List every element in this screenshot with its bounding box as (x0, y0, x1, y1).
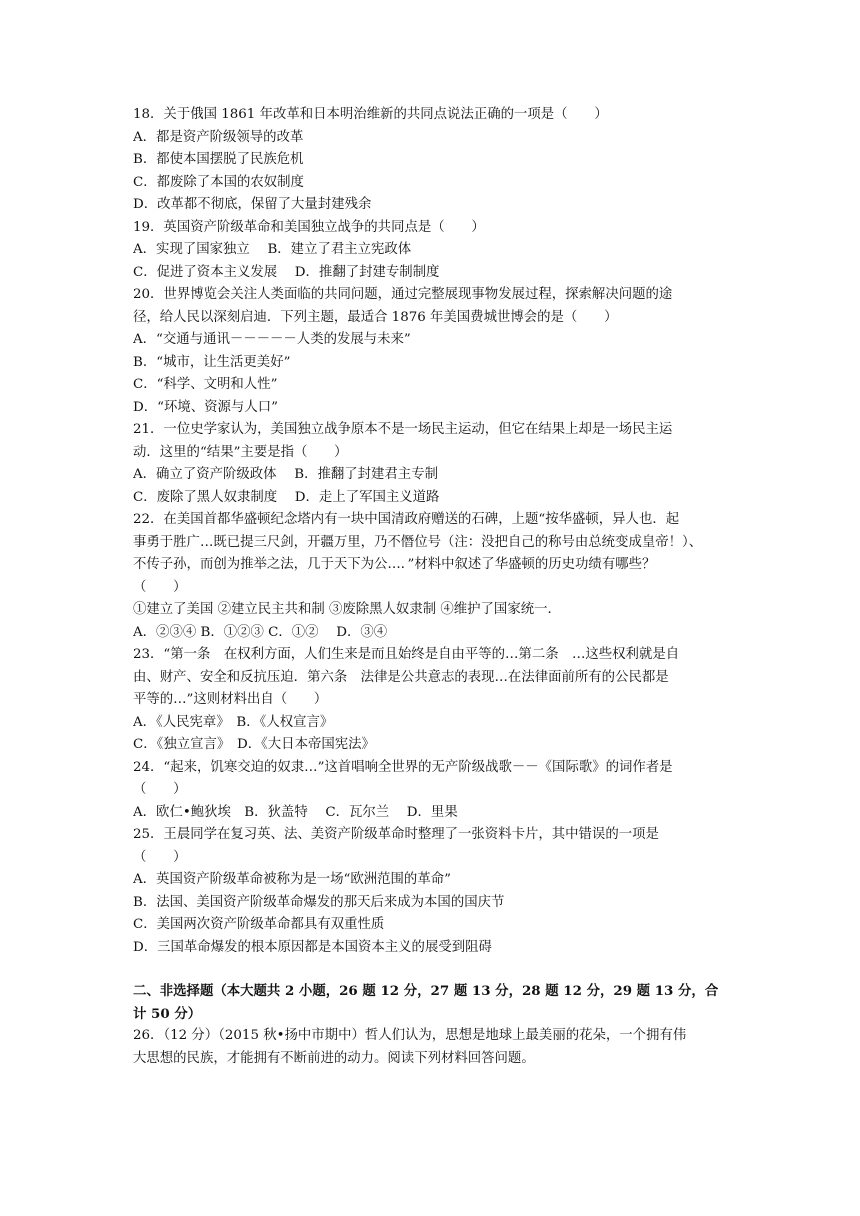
option-b: B．都使本国摆脱了民族危机 (133, 152, 304, 167)
question-stem-cont: 平等的…”这则材料出自（ ） (133, 692, 328, 707)
options-c-d: C．《独立宣言》 D．《大日本帝国宪法》 (133, 737, 375, 752)
option-a: A．英国资产阶级革命被称为是一场“欧洲范围的革命” (133, 872, 451, 887)
options-a-b: A．《人民宪章》 B．《人权宣言》 (133, 714, 334, 730)
option-a: A．“交通与通讯－－－－－人类的发展与未来” (133, 332, 411, 347)
answer-blank: （ ） (133, 579, 187, 595)
question-stem-cont: 事勇于胜广…既已提三尺剑，开疆万里，乃不僭位号（注：没把自己的称号由总统变成皇帝！）、 (133, 534, 703, 550)
question-stem: 19．英国资产阶级革命和美国独立战争的共同点是（ ） (133, 219, 485, 235)
question-stem: 20．世界博览会关注人类面临的共同问题，通过完整展现事物发展过程，探索解决问题的途 (133, 287, 673, 302)
answer-blank: （ ） (133, 782, 187, 797)
question-23 (133, 644, 733, 757)
option-b: B．法国、美国资产阶级革命爆发的那天后来成为本国的国庆节 (133, 894, 505, 910)
question-24 (133, 757, 733, 825)
option-d: D．改革都不彻底，保留了大量封建残余 (133, 197, 372, 212)
options-a-b: A．实现了国家独立 B．建立了君主立宪政体 (133, 242, 412, 257)
question-stem-cont: 径，给人民以深刻启迪．下列主题，最适合 1876 年美国费城世博会的是（ ） (133, 309, 618, 325)
section-spacer (133, 959, 733, 980)
question-stem: 21．一位史学家认为，美国独立战争原本不是一场民主运动，但它在结果上却是一场民主运 (133, 422, 673, 437)
question-stem: 24．“起来，饥寒交迫的奴隶…”这首唱响全世界的无产阶级战歌－－《国际歌》的词作者是 (133, 759, 673, 775)
question-21 (133, 419, 733, 509)
statement-list: ①建立了美国 ②建立民主共和制 ③废除黑人奴隶制 ④维护了国家统一． (133, 602, 561, 617)
option-d: D．三国革命爆发的根本原因都是本国资本主义的展受到阻碍 (133, 939, 492, 955)
option-c: C．“科学、文明和人性” (133, 377, 278, 392)
section-title: 二、非选择题（本大题共 2 小题，26 题 12 分，27 题 13 分，28 题 12 分，29 题 13 分，合 (133, 983, 719, 999)
options: A．②③④ B．①②③ C．①② D．③④ (133, 624, 388, 640)
question-22 (133, 509, 733, 644)
question-20 (133, 284, 733, 419)
question-stem: 22．在美国首都华盛顿纪念塔内有一块中国清政府赠送的石碑，上题“按华盛顿，异人也．起 (133, 512, 680, 527)
option-c: C．都废除了本国的农奴制度 (133, 174, 304, 190)
question-stem-cont: 大思想的民族，才能拥有不断前进的动力。阅读下列材料回答问题。 (133, 1050, 535, 1066)
option-b: B．“城市，让生活更美好” (133, 354, 291, 370)
question-19 (133, 217, 733, 285)
page-content (133, 104, 733, 1070)
question-26 (133, 1025, 733, 1070)
question-stem-cont: 不传子孙，而创为推举之法，几于天下为公…．”材料中叙述了华盛顿的历史功绩有哪些？ (133, 557, 656, 572)
options-c-d: C．废除了黑人奴隶制度 D．走上了军国主义道路 (133, 489, 440, 505)
option-d: D．“环境、资源与人口” (133, 399, 278, 415)
question-stem-cont: 由、财产、安全和反抗压迫．第六条 法律是公共意志的表现…在法律面前所有的公民都是 (133, 669, 669, 685)
question-stem: 23．“第一条 在权利方面，人们生来是而且始终是自由平等的…第二条 …这些权利就是自 (133, 647, 680, 662)
section-heading (133, 980, 733, 1025)
option-c: C．美国两次资产阶级革命都具有双重性质 (133, 917, 385, 932)
options: A．欧仁•鲍狄埃 B．狄盖特 C．瓦尔兰 D．里果 (133, 804, 458, 820)
question-stem: 26．（12 分）（2015 秋•扬中市期中）哲人们认为，思想是地球上最美丽的花朵，一个拥有伟 (133, 1028, 687, 1043)
options-a-b: A．确立了资产阶级政体 B．推翻了封建君主专制 (133, 467, 438, 482)
section-title-cont: 计 50 分） (133, 1005, 202, 1022)
answer-blank: （ ） (133, 849, 187, 865)
question-stem: 18．关于俄国 1861 年改革和日本明治维新的共同点说法正确的一项是（ ） (133, 107, 608, 122)
question-25 (133, 824, 733, 959)
question-18 (133, 104, 733, 217)
option-a: A．都是资产阶级领导的改革 (133, 129, 304, 145)
options-c-d: C．促进了资本主义发展 D．推翻了封建专制制度 (133, 264, 440, 280)
question-stem-cont: 动．这里的“结果”主要是指（ ） (133, 444, 348, 460)
question-stem: 25．王晨同学在复习英、法、美资产阶级革命时整理了一张资料卡片，其中错误的一项是 (133, 827, 659, 842)
